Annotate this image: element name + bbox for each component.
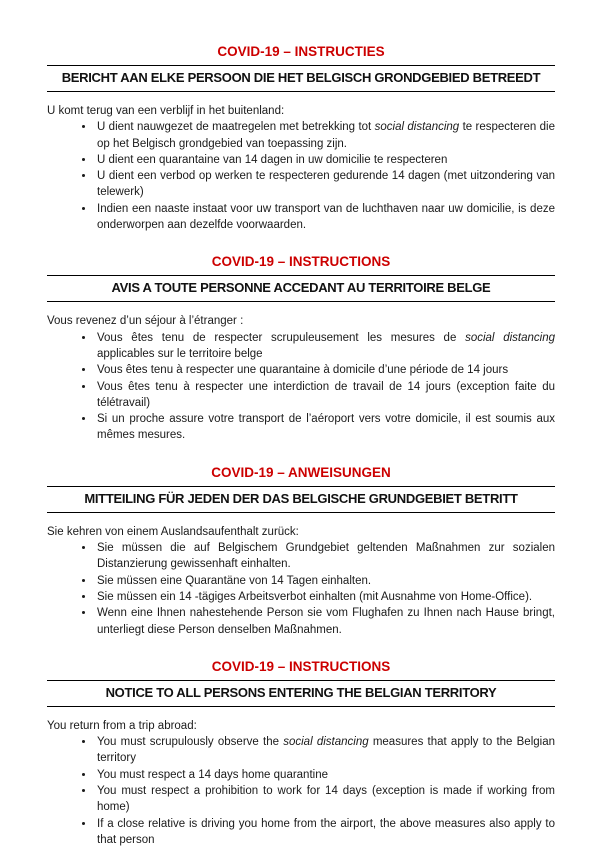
intro-text: Sie kehren von einem Auslandsaufenthalt zurück:: [47, 525, 299, 538]
list-item: • Vous êtes tenu à respecter une interdiction de travail de 14 jours (exception faite du télétravail): [95, 379, 555, 412]
headline-text: BERICHT AAN ELKE PERSOON DIE HET BELGISCH GRONDGEBIED BETREEDT: [61, 70, 541, 85]
list-item: • Indien een naaste instaat voor uw transport van de luchthaven naar uw domicilie, is deze onderworpen aan dezelfde voorwaarden.: [95, 201, 555, 234]
list-item: • You must respect a prohibition to work for 14 days (exception is made if working from home): [95, 783, 555, 816]
headline-text: NOTICE TO ALL PERSONS ENTERING THE BELGIAN TERRITORY: [105, 684, 497, 700]
bullet-list: [47, 540, 555, 638]
section-title: COVID-19 – ANWEISUNGEN: [211, 464, 391, 480]
section-title: COVID-19 – INSTRUCTIES: [217, 44, 385, 59]
list-item: • Sie müssen die auf Belgischem Grundgebiet geltenden Maßnahmen zur sozialen Distanzierung gewissenhaft einhalten.: [95, 540, 555, 573]
list-item: • U dient een quarantaine van 14 dagen in uw domicilie te respecteren: [95, 152, 555, 168]
intro-text: You return from a trip abroad:: [47, 719, 197, 732]
headline-box: [47, 680, 555, 707]
headline-text: MITTEILING FÜR JEDEN DER DAS BELGISCHE GRUNDGEBIET BETRITT: [84, 490, 518, 506]
section-instructions-german: [47, 465, 555, 638]
list-item: • If a close relative is driving you home from the airport, the above measures also apply to that person: [95, 816, 555, 849]
section-title: COVID-19 – INSTRUCTIONS: [211, 658, 391, 674]
bullet-list: [47, 119, 555, 233]
list-item: • You must respect a 14 days home quarantine: [95, 767, 555, 783]
list-item: • Sie müssen eine Quarantäne von 14 Tagen einhalten.: [95, 573, 555, 589]
headline-box: [47, 275, 555, 302]
list-item: • Wenn eine Ihnen nahestehende Person sie vom Flughafen zu Ihnen nach Hause bringt, unterliegt diese Person denselben Maßnahmen.: [95, 605, 555, 638]
list-item: • Si un proche assure votre transport de l’aéroport vers votre domicile, il est soumis aux mêmes mesures.: [95, 411, 555, 444]
bullet-list: [47, 734, 555, 848]
section-instructions-english: [47, 659, 555, 848]
intro-text: U komt terug van een verblijf in het buitenland:: [47, 105, 285, 117]
headline-box: [47, 486, 555, 513]
section-instructions-french: [47, 254, 555, 443]
section-instructions-dutch: [47, 44, 555, 233]
list-item: • You must scrupulously observe the social distancing measures that apply to the Belgian territory: [95, 734, 555, 767]
bullet-list: [47, 330, 555, 444]
list-item: • Vous êtes tenu à respecter une quarantaine à domicile d’une période de 14 jours: [95, 362, 555, 378]
list-item: • Sie müssen ein 14 -tägiges Arbeitsverbot einhalten (mit Ausnahme von Home-Office).: [95, 589, 555, 605]
headline-box: [47, 65, 555, 92]
headline-text: AVIS A TOUTE PERSONNE ACCEDANT AU TERRITOIRE BELGE: [111, 280, 491, 296]
list-item: • Vous êtes tenu de respecter scrupuleusement les mesures de social distancing applicables sur le territoire belge: [95, 330, 555, 363]
section-title: COVID-19 – INSTRUCTIONS: [211, 254, 391, 270]
intro-text: Vous revenez d’un séjour à l’étranger :: [47, 315, 244, 328]
list-item: • U dient nauwgezet de maatregelen met betrekking tot social distancing te respecteren die op het Belgisch grondgebied van toepassing zijn.: [95, 119, 555, 152]
list-item: • U dient een verbod op werken te respecteren gedurende 14 dagen (met uitzondering van telewerk): [95, 168, 555, 201]
